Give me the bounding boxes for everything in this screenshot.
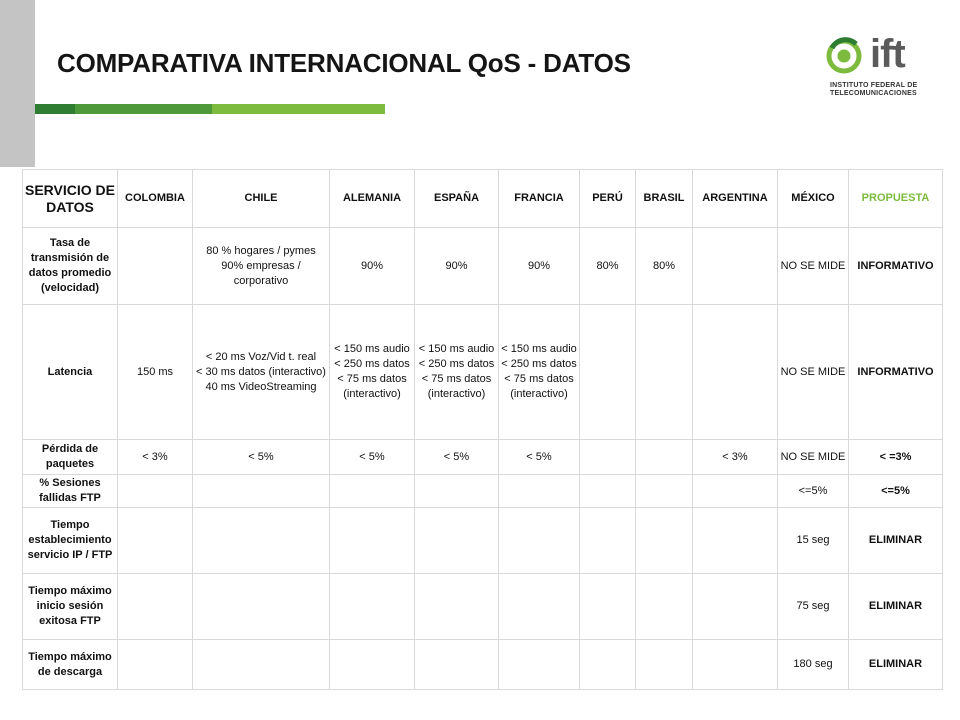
header-alemania: ALEMANIA [330,170,415,228]
table-cell [693,305,778,440]
table-cell [636,640,693,690]
table-cell: < 150 ms audio < 250 ms datos < 75 ms datos (interactivo) [330,305,415,440]
title-underline-dark [35,104,75,114]
table-cell [499,640,580,690]
row-label: Tiempo máximo inicio sesión exitosa FTP [23,574,118,640]
table-cell [118,228,193,305]
row-label: Tiempo establecimiento servicio IP / FTP [23,508,118,574]
table-cell [636,508,693,574]
table-cell [580,475,636,508]
table-cell: 15 seg [778,508,849,574]
header-argentina: ARGENTINA [693,170,778,228]
table-cell: < 5% [193,440,330,475]
table-cell [499,508,580,574]
table-cell [415,508,499,574]
table-cell: ELIMINAR [849,640,943,690]
decorative-side-bar [0,0,35,167]
ift-logo-subtitle-line2: TELECOMUNICACIONES [830,90,917,97]
table-cell [580,640,636,690]
header-brasil: BRASIL [636,170,693,228]
table-cell: ELIMINAR [849,574,943,640]
header-servicio-datos: SERVICIO DE DATOS [23,170,118,228]
table-cell: < 150 ms audio < 250 ms datos < 75 ms datos (interactivo) [499,305,580,440]
ift-logo-icon [826,34,866,74]
table-cell: 150 ms [118,305,193,440]
table-cell: 80% [580,228,636,305]
table-row [23,305,943,440]
header-chile: CHILE [193,170,330,228]
row-label: Latencia [23,305,118,440]
header-colombia: COLOMBIA [118,170,193,228]
table-cell [118,574,193,640]
table-cell [499,475,580,508]
table-cell [693,508,778,574]
table-cell [580,440,636,475]
row-label: % Sesiones fallidas FTP [23,475,118,508]
table-cell [193,574,330,640]
header-espana: ESPAÑA [415,170,499,228]
table-cell: 90% [499,228,580,305]
table-cell [636,475,693,508]
table-cell: ELIMINAR [849,508,943,574]
table-cell [118,475,193,508]
table-row [23,440,943,475]
table-cell [580,574,636,640]
table-cell [693,574,778,640]
table-cell: <=5% [778,475,849,508]
table-cell [636,305,693,440]
table-cell [415,475,499,508]
table-cell: 80 % hogares / pymes 90% empresas / corporativo [193,228,330,305]
table-cell [330,508,415,574]
title-underline-mid [75,104,212,114]
ift-logo-subtitle [830,82,946,98]
table-cell: NO SE MIDE [778,228,849,305]
table-cell [330,574,415,640]
table-row [23,228,943,305]
title-underline-light [212,104,385,114]
table-cell [330,475,415,508]
page-title: COMPARATIVA INTERNACIONAL QoS - DATOS [57,48,631,78]
table-cell [693,640,778,690]
table-cell [193,640,330,690]
table-cell: INFORMATIVO [849,228,943,305]
table-cell: INFORMATIVO [849,305,943,440]
table-cell [499,574,580,640]
table-cell: 75 seg [778,574,849,640]
table-cell [118,640,193,690]
ift-logo-subtitle-line1: INSTITUTO FEDERAL DE [830,82,918,89]
table-cell [580,305,636,440]
table-cell: < 3% [118,440,193,475]
row-label: Tasa de transmisión de datos promedio (velocidad) [23,228,118,305]
table-cell: NO SE MIDE [778,440,849,475]
table-cell: 180 seg [778,640,849,690]
header-propuesta: PROPUESTA [849,170,943,228]
header-francia: FRANCIA [499,170,580,228]
table-cell: < =3% [849,440,943,475]
table-cell: < 5% [330,440,415,475]
table-cell: 80% [636,228,693,305]
table-cell [330,640,415,690]
ift-logo [826,34,946,102]
table-row [23,508,943,574]
table-cell: < 3% [693,440,778,475]
table-cell: NO SE MIDE [778,305,849,440]
table-cell: < 150 ms audio < 250 ms datos < 75 ms datos (interactivo) [415,305,499,440]
table-cell [193,508,330,574]
table-cell [693,228,778,305]
row-label: Tiempo máximo de descarga [23,640,118,690]
table-cell [415,640,499,690]
table-cell: < 5% [415,440,499,475]
table-cell [415,574,499,640]
table-cell [118,508,193,574]
table-cell: < 20 ms Voz/Vid t. real < 30 ms datos (interactivo) 40 ms VideoStreaming [193,305,330,440]
header-peru: PERÚ [580,170,636,228]
table-cell [580,508,636,574]
table-row [23,574,943,640]
table-cell [636,440,693,475]
table-cell: 90% [330,228,415,305]
qos-comparison-table [22,169,943,690]
table-cell: < 5% [499,440,580,475]
ift-logo-wordmark: ift [870,32,905,76]
table-row [23,475,943,508]
row-label: Pérdida de paquetes [23,440,118,475]
table-cell [693,475,778,508]
table-header-row [23,170,943,228]
table-row [23,640,943,690]
table-cell: <=5% [849,475,943,508]
table-cell [193,475,330,508]
header-mexico: MÉXICO [778,170,849,228]
table-cell: 90% [415,228,499,305]
table-cell [636,574,693,640]
